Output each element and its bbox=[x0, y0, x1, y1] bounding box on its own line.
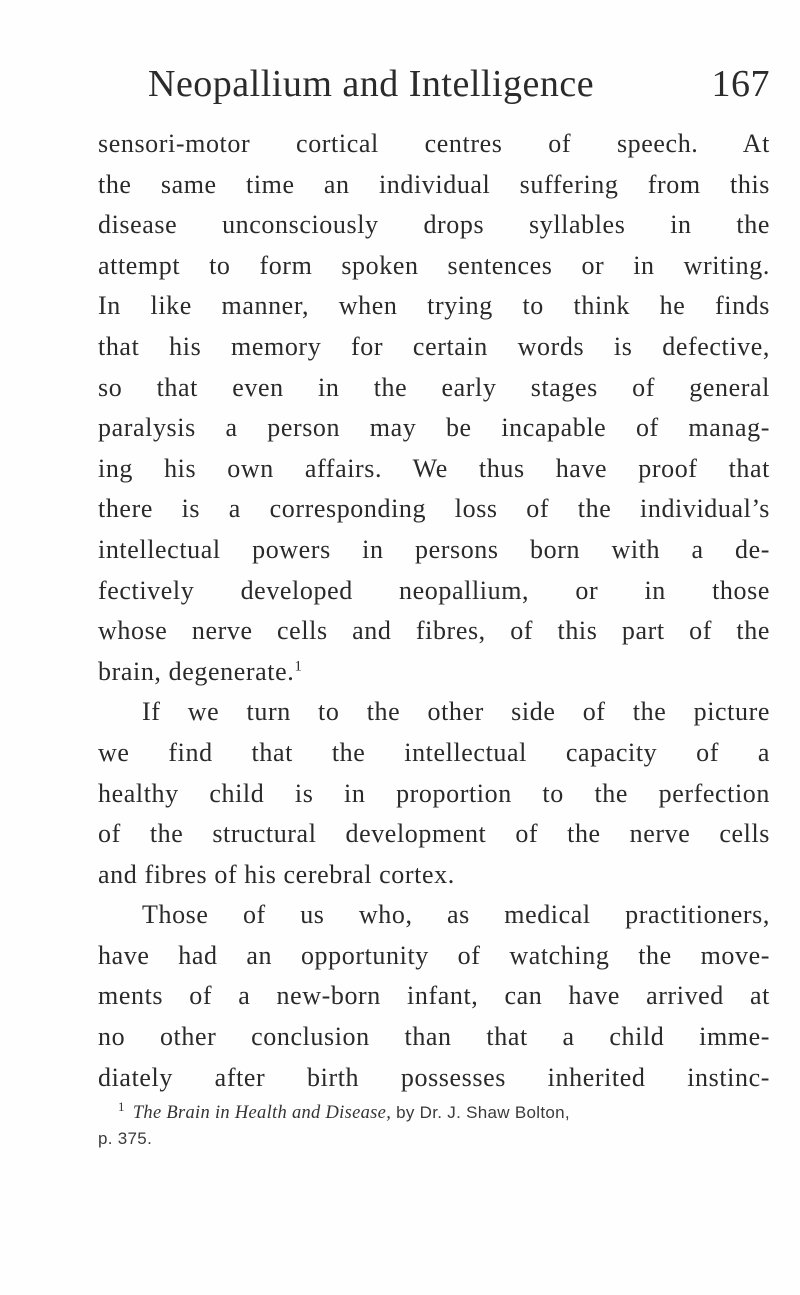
book-page bbox=[98, 62, 770, 1152]
text-line: disease unconsciously drops syllables in the bbox=[98, 210, 770, 240]
text-line: that his memory for certain words is defective, bbox=[98, 331, 770, 361]
footnote bbox=[98, 1100, 770, 1152]
text-line: we find that the intellectual capacity of a bbox=[98, 737, 770, 767]
footnote-book-title: The Brain in Health and Disease, bbox=[132, 1103, 392, 1124]
text-line-paragraph-start: If we turn to the other side of the picture bbox=[142, 697, 770, 727]
text-line: sensori-motor cortical centres of speech. At bbox=[98, 129, 770, 158]
text-line-paragraph-end: and fibres of his cerebral cortex. bbox=[98, 859, 455, 889]
text-line: intellectual powers in persons born with a de- bbox=[98, 534, 770, 564]
footnote-line bbox=[98, 1100, 770, 1126]
text-line-paragraph-start: Those of us who, as medical practitioners, bbox=[142, 900, 770, 930]
text-line: diately after birth possesses inherited instinc- bbox=[98, 1062, 770, 1092]
footnote-page-ref: p. 375. bbox=[98, 1129, 153, 1149]
running-title: Neopallium and Intelligence bbox=[148, 63, 595, 105]
footnote-marker: 1 bbox=[118, 1099, 125, 1115]
running-head bbox=[148, 62, 770, 118]
text-line: no other conclusion than that a child imme- bbox=[98, 1022, 770, 1052]
text-line-paragraph-end bbox=[98, 652, 770, 693]
text-line: whose nerve cells and fibres, of this part of the bbox=[98, 616, 770, 646]
footnote-author: by Dr. J. Shaw Bolton, bbox=[396, 1103, 570, 1123]
text-line: paralysis a person may be incapable of manag- bbox=[98, 413, 770, 443]
text-line: fectively developed neopallium, or in those bbox=[98, 575, 770, 605]
text-line: healthy child is in proportion to the perfection bbox=[98, 778, 770, 808]
text-line: the same time an individual suffering from this bbox=[98, 169, 770, 199]
text-line: so that even in the early stages of general bbox=[98, 372, 770, 402]
text-line: ments of a new-born infant, can have arrived at bbox=[98, 981, 770, 1011]
page-number: 167 bbox=[711, 63, 770, 105]
body-text bbox=[98, 124, 770, 1098]
text-line: of the structural development of the nerve cells bbox=[98, 819, 770, 849]
text-line: ing his own affairs. We thus have proof that bbox=[98, 453, 770, 483]
text-line: have had an opportunity of watching the move- bbox=[98, 940, 770, 970]
text-line: In like manner, when trying to think he finds bbox=[98, 291, 770, 321]
text-line: attempt to form spoken sentences or in writing. bbox=[98, 250, 770, 280]
text-line: there is a corresponding loss of the individual’s bbox=[98, 494, 770, 524]
text-line-content: brain, degenerate. bbox=[98, 656, 295, 686]
footnote-reference: 1 bbox=[294, 658, 303, 675]
